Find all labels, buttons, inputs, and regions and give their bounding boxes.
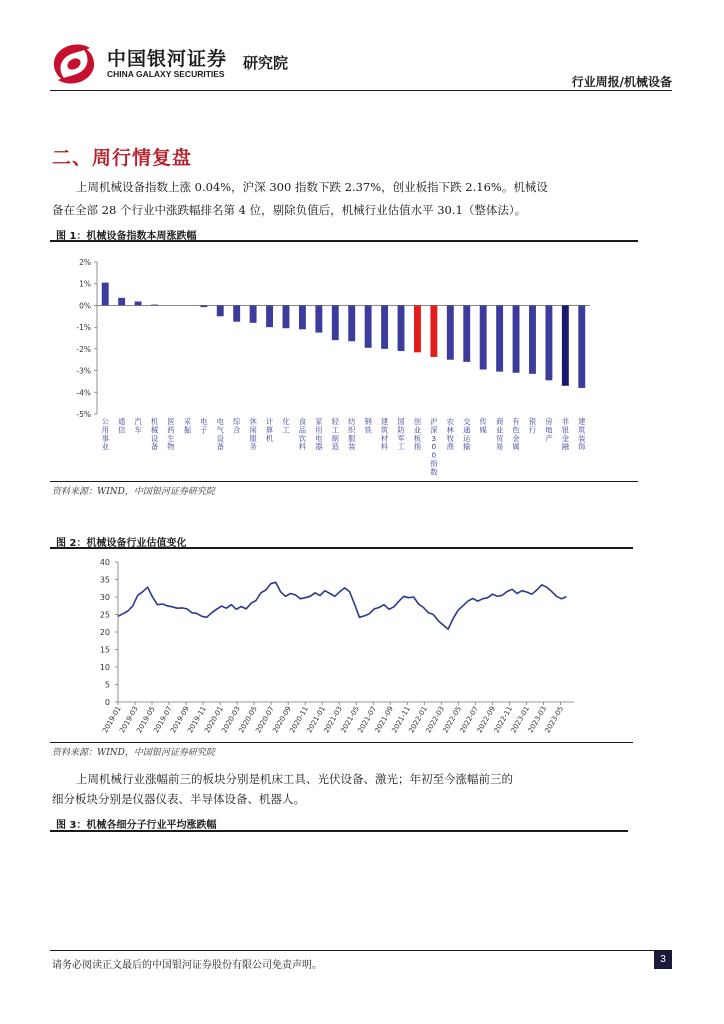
x-tick-label: 2023-05 bbox=[543, 705, 566, 735]
bar bbox=[233, 305, 240, 321]
bar bbox=[348, 305, 355, 341]
x-tick-label: 电气设备 bbox=[216, 417, 224, 452]
bar-chart-weekly-change bbox=[52, 248, 612, 478]
x-tick-label: 采掘 bbox=[183, 417, 192, 435]
paragraph-market-review-cont bbox=[52, 199, 630, 222]
x-tick-label: 机械设备 bbox=[150, 417, 159, 452]
paragraph-line: 备在全部 28 个行业中涨跌幅排名第 4 位，剔除负值后，机械行业估值水平 30.1（整体法）。 bbox=[52, 203, 527, 217]
x-tick-label: 2020-05 bbox=[237, 705, 259, 735]
footer-disclaimer: 请务必阅读正文最后的中国银河证券股份有限公司免责声明。 bbox=[52, 960, 322, 971]
x-tick-label: 家用电器 bbox=[315, 417, 323, 452]
x-tick-label: 2022-09 bbox=[475, 705, 498, 735]
x-tick-label: 2019-05 bbox=[135, 705, 157, 735]
y-tick-label: -3% bbox=[76, 366, 91, 376]
x-tick-label: 2021-09 bbox=[373, 705, 395, 735]
y-tick-label: 40 bbox=[99, 558, 110, 567]
x-tick-label: 交通运输 bbox=[463, 417, 471, 452]
x-tick-label: 国防军工 bbox=[397, 417, 405, 452]
bar bbox=[513, 305, 520, 372]
footer-divider bbox=[50, 950, 672, 951]
figure1-title: 图 1：机械设备指数本周涨跌幅 bbox=[56, 231, 197, 242]
x-tick-label: 2023-01 bbox=[509, 705, 532, 735]
bar bbox=[266, 305, 273, 327]
bar bbox=[529, 305, 536, 373]
bar bbox=[463, 305, 470, 361]
company-name-cn: 中国银河证券 bbox=[107, 48, 228, 70]
x-tick-label: 2022-03 bbox=[424, 705, 447, 735]
x-tick-label: 轻工制造 bbox=[331, 417, 339, 452]
bar bbox=[250, 305, 257, 322]
x-tick-label: 创业板指 bbox=[413, 417, 422, 452]
bar bbox=[365, 305, 372, 347]
y-tick-label: 0 bbox=[104, 698, 110, 707]
x-tick-label: 2022-01 bbox=[407, 705, 430, 735]
bar bbox=[332, 305, 339, 340]
y-tick-label: -1% bbox=[76, 323, 91, 333]
bar bbox=[545, 305, 552, 380]
bar bbox=[398, 305, 405, 351]
bar bbox=[414, 305, 421, 352]
x-tick-label: 综合 bbox=[233, 417, 241, 435]
x-tick-label: 2020-01 bbox=[203, 705, 225, 735]
x-tick-label: 2019-09 bbox=[169, 705, 191, 735]
x-tick-label: 2020-07 bbox=[254, 705, 276, 735]
bar bbox=[283, 305, 290, 328]
y-tick-label: -2% bbox=[76, 344, 91, 354]
x-tick-label: 非银金融 bbox=[561, 417, 569, 452]
y-tick-label: 1% bbox=[79, 279, 91, 289]
x-tick-label: 钢铁 bbox=[364, 417, 372, 435]
x-tick-label: 通信 bbox=[118, 417, 126, 435]
paragraph-line: 上周机械设备指数上涨 0.04%，沪深 300 指数下跌 2.37%，创业板指下跌 2.16%。机械设 bbox=[76, 180, 548, 194]
y-tick-label: 10 bbox=[99, 663, 110, 672]
series-line-valuation bbox=[118, 582, 566, 629]
figure2-source: 资料来源：WIND，中国银河证券研究院 bbox=[52, 748, 215, 758]
y-tick-label: 35 bbox=[99, 575, 110, 585]
figure3-title: 图 3：机械各细分子行业平均涨跌幅 bbox=[56, 820, 217, 831]
y-tick-label: 5 bbox=[104, 680, 110, 690]
figure1-bottom-rule bbox=[50, 481, 638, 482]
x-tick-label: 医药生物 bbox=[167, 417, 175, 452]
x-tick-label: 电子 bbox=[200, 417, 208, 435]
paragraph-line: 上周机械行业涨幅前三的板块分别是机床工具、光伏设备、激光；年初至今涨幅前三的 bbox=[76, 772, 513, 786]
x-tick-label: 有色金属 bbox=[512, 417, 520, 452]
bar bbox=[496, 305, 503, 371]
bar bbox=[200, 305, 207, 307]
paragraph-sector-review-cont bbox=[52, 788, 630, 811]
department-name: 研究院 bbox=[243, 54, 289, 72]
section-title: 二、周行情复盘 bbox=[52, 147, 193, 169]
bar bbox=[299, 305, 306, 329]
y-tick-label: 20 bbox=[99, 628, 110, 637]
y-tick-label: 25 bbox=[99, 610, 110, 620]
x-tick-label: 2019-03 bbox=[118, 705, 140, 735]
figure2-top-rule bbox=[50, 547, 633, 549]
bar bbox=[447, 305, 454, 359]
figure2-title: 图 2：机械设备行业估值变化 bbox=[56, 538, 187, 549]
bar bbox=[151, 305, 158, 306]
paragraph-market-review bbox=[52, 176, 630, 199]
header-divider bbox=[50, 90, 672, 91]
x-tick-label: 2023-03 bbox=[526, 705, 549, 735]
x-tick-label: 汽车 bbox=[134, 417, 142, 435]
x-tick-label: 化工 bbox=[282, 417, 290, 435]
x-tick-label: 2022-05 bbox=[441, 705, 464, 735]
x-tick-label: 2021-05 bbox=[339, 705, 361, 735]
x-tick-label: 食品饮料 bbox=[298, 417, 307, 452]
bar bbox=[217, 305, 224, 316]
x-tick-label: 2021-01 bbox=[305, 705, 327, 735]
x-tick-label: 公用事业 bbox=[101, 417, 109, 452]
x-tick-label: 房地产 bbox=[545, 417, 553, 443]
x-tick-label: 沪深 3 0 0 指数 bbox=[430, 417, 438, 477]
x-tick-label: 2019-07 bbox=[152, 705, 174, 735]
x-tick-label: 商业贸易 bbox=[495, 417, 504, 452]
x-tick-label: 纺织服装 bbox=[348, 417, 356, 452]
y-tick-label: -5% bbox=[76, 410, 91, 419]
x-tick-label: 2019-01 bbox=[101, 705, 123, 735]
x-tick-label: 2021-07 bbox=[356, 705, 378, 735]
y-tick-label: 2% bbox=[79, 258, 91, 267]
y-tick-label: -4% bbox=[76, 388, 91, 398]
x-tick-label: 2020-09 bbox=[271, 705, 293, 735]
figure1-source: 资料来源：WIND，中国银河证券研究院 bbox=[52, 487, 215, 497]
x-tick-label: 建筑装饰 bbox=[578, 417, 586, 452]
line-chart-valuation bbox=[52, 552, 592, 740]
bar bbox=[315, 305, 322, 332]
bar bbox=[430, 305, 437, 356]
bar bbox=[480, 305, 487, 369]
figure2-bottom-rule bbox=[50, 742, 633, 743]
y-tick-label: 0% bbox=[79, 301, 91, 311]
y-tick-label: 30 bbox=[99, 593, 110, 602]
x-tick-label: 2021-11 bbox=[390, 705, 412, 735]
figure3-top-rule bbox=[50, 830, 628, 832]
bar bbox=[578, 305, 585, 388]
company-name-en: CHINA GALAXY SECURITIES bbox=[107, 69, 225, 79]
x-tick-label: 银行 bbox=[528, 417, 537, 435]
x-tick-label: 计算机 bbox=[265, 417, 274, 443]
bar bbox=[381, 305, 388, 348]
paragraph-line: 细分板块分别是仪器仪表、半导体设备、机器人。 bbox=[52, 792, 305, 806]
x-tick-label: 农林牧渔 bbox=[446, 417, 454, 452]
x-tick-label: 2019-11 bbox=[186, 705, 208, 735]
bar bbox=[102, 283, 109, 306]
x-tick-label: 2020-03 bbox=[220, 705, 242, 735]
report-type: 行业周报/机械设备 bbox=[571, 75, 672, 89]
y-tick-label: 15 bbox=[99, 645, 110, 655]
x-tick-label: 休闲服务 bbox=[249, 417, 257, 452]
figure1-top-rule bbox=[50, 240, 638, 242]
x-tick-label: 2022-07 bbox=[458, 705, 481, 735]
x-tick-label: 2020-11 bbox=[288, 705, 310, 735]
bar bbox=[135, 302, 142, 306]
x-tick-label: 建筑材料 bbox=[380, 417, 389, 452]
bar bbox=[118, 298, 125, 306]
x-tick-label: 2021-03 bbox=[322, 705, 344, 735]
page-number: 3 bbox=[654, 951, 672, 969]
x-tick-label: 传媒 bbox=[479, 417, 487, 435]
galaxy-logo-icon bbox=[50, 42, 98, 86]
x-tick-label: 2022-11 bbox=[492, 705, 515, 735]
bar bbox=[562, 305, 569, 385]
